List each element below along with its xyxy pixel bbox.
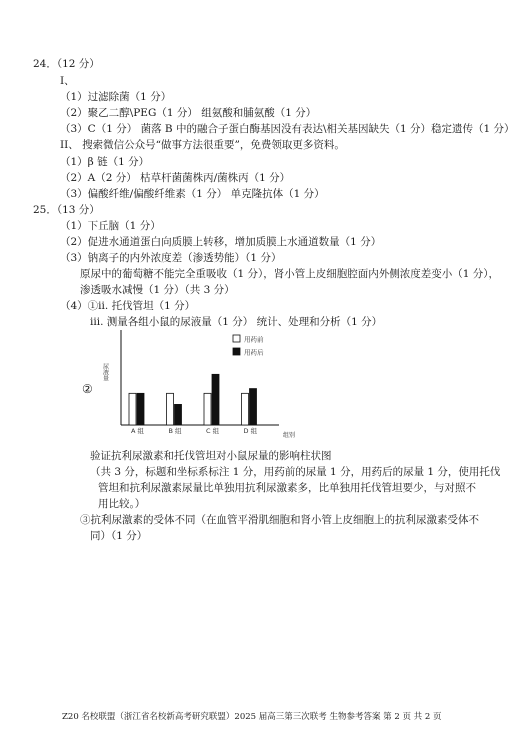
urine-volume-bar-chart bbox=[95, 325, 315, 445]
x-tick-label-1: A 组 bbox=[131, 427, 145, 435]
bar-before-2 bbox=[167, 393, 174, 425]
bar-before-1 bbox=[129, 393, 136, 425]
q25-line4b: iii. 测量各组小鼠的尿液量（1 分） 统计、处理和分析（1 分） bbox=[90, 316, 383, 328]
x-axis-label: 组别 bbox=[283, 432, 296, 439]
q25-line3: （3）钠离子的内外浓度差（渗透势能）（1 分） bbox=[60, 252, 282, 264]
chart-note-line2: 管坦和抗利尿激素尿量比单独用抗利尿激素多，比单独用托伐管坦要少，与对照不 bbox=[98, 482, 476, 494]
q24-part1: I、 bbox=[60, 75, 75, 87]
circle-two-marker: ② bbox=[82, 382, 93, 396]
q25-line3b: 原尿中的葡萄糖不能完全重吸收（1 分），肾小管上皮细胞腔面内外侧浓度差变小（1 分）， bbox=[80, 268, 500, 280]
q24-line4: （1）β 链（1 分） bbox=[60, 156, 150, 168]
chart-note-line1: （共 3 分，标题和坐标系标注 1 分，用药前的尿量 1 分，用药后的尿量 1 分，使用托伐 bbox=[90, 466, 501, 478]
legend-swatch-before bbox=[233, 335, 240, 342]
bar-before-3 bbox=[204, 393, 211, 425]
y-axis-label: 尿液量 bbox=[101, 363, 109, 381]
chart-caption: 验证抗利尿激素和托伐管坦对小鼠尿量的影响柱状图 bbox=[90, 450, 332, 462]
x-tick-label-3: C 组 bbox=[206, 427, 220, 435]
legend-swatch-after bbox=[233, 348, 240, 355]
q24-line6: （3）偏酸纤维/偏酸纤维素（1 分） 单克隆抗体（1 分） bbox=[60, 188, 325, 200]
legend-label-after: 用药后 bbox=[244, 348, 264, 357]
q25-line3c: 渗透吸水减慢（1 分）（共 3 分） bbox=[80, 284, 235, 296]
q25-header: 25．（13 分） bbox=[33, 204, 100, 216]
bar-before-4 bbox=[242, 393, 249, 425]
q25-line2: （2）促进水通道蛋白向质膜上转移，增加质膜上水通道数量（1 分） bbox=[60, 236, 382, 248]
page-footer: Z20 名校联盟（浙江省名校新高考研究联盟）2025 届高三第三次联考 生物参考答案 第 2 页 共 2 页 bbox=[62, 712, 442, 722]
bar-after-4 bbox=[250, 389, 257, 425]
bar-after-2 bbox=[175, 404, 182, 425]
q24-line3: （3）C（1 分） 菌落 B 中的融合子蛋白酶基因没有表达\相关基因缺失（1 分）稳定遗传（1 分） bbox=[60, 123, 515, 135]
bar-after-1 bbox=[137, 393, 144, 425]
q24-line5: （2）A（2 分） 枯草杆菌菌株丙/菌株丙（1 分） bbox=[60, 172, 291, 184]
q24-line2: （2）聚乙二醇\PEG（1 分） 组氨酸和脯氨酸（1 分） bbox=[60, 107, 317, 119]
q24-line1: （1）过滤除菌（1 分） bbox=[60, 91, 172, 103]
bar-after-3 bbox=[212, 374, 219, 425]
q25-line5: ③抗利尿激素的受体不同（在血管平滑肌细胞和肾小管上皮细胞上的抗利尿激素受体不 bbox=[80, 514, 479, 526]
q24-part2: II、 搜索微信公众号“做事方法很重要”，免费领取更多资料。 bbox=[60, 139, 345, 151]
q25-line5b: 同）（1 分） bbox=[90, 530, 148, 542]
x-tick-label-2: B 组 bbox=[168, 427, 182, 435]
chart-note-line3: 用比较。） bbox=[98, 498, 146, 510]
q24-header: 24．（12 分） bbox=[33, 58, 100, 70]
q25-line4: （4）①ii. 托伐管坦（1 分） bbox=[60, 300, 196, 312]
x-tick-label-4: D 组 bbox=[243, 427, 258, 435]
q25-line1: （1）下丘脑（1 分） bbox=[60, 220, 161, 232]
legend-label-before: 用药前 bbox=[244, 335, 264, 344]
